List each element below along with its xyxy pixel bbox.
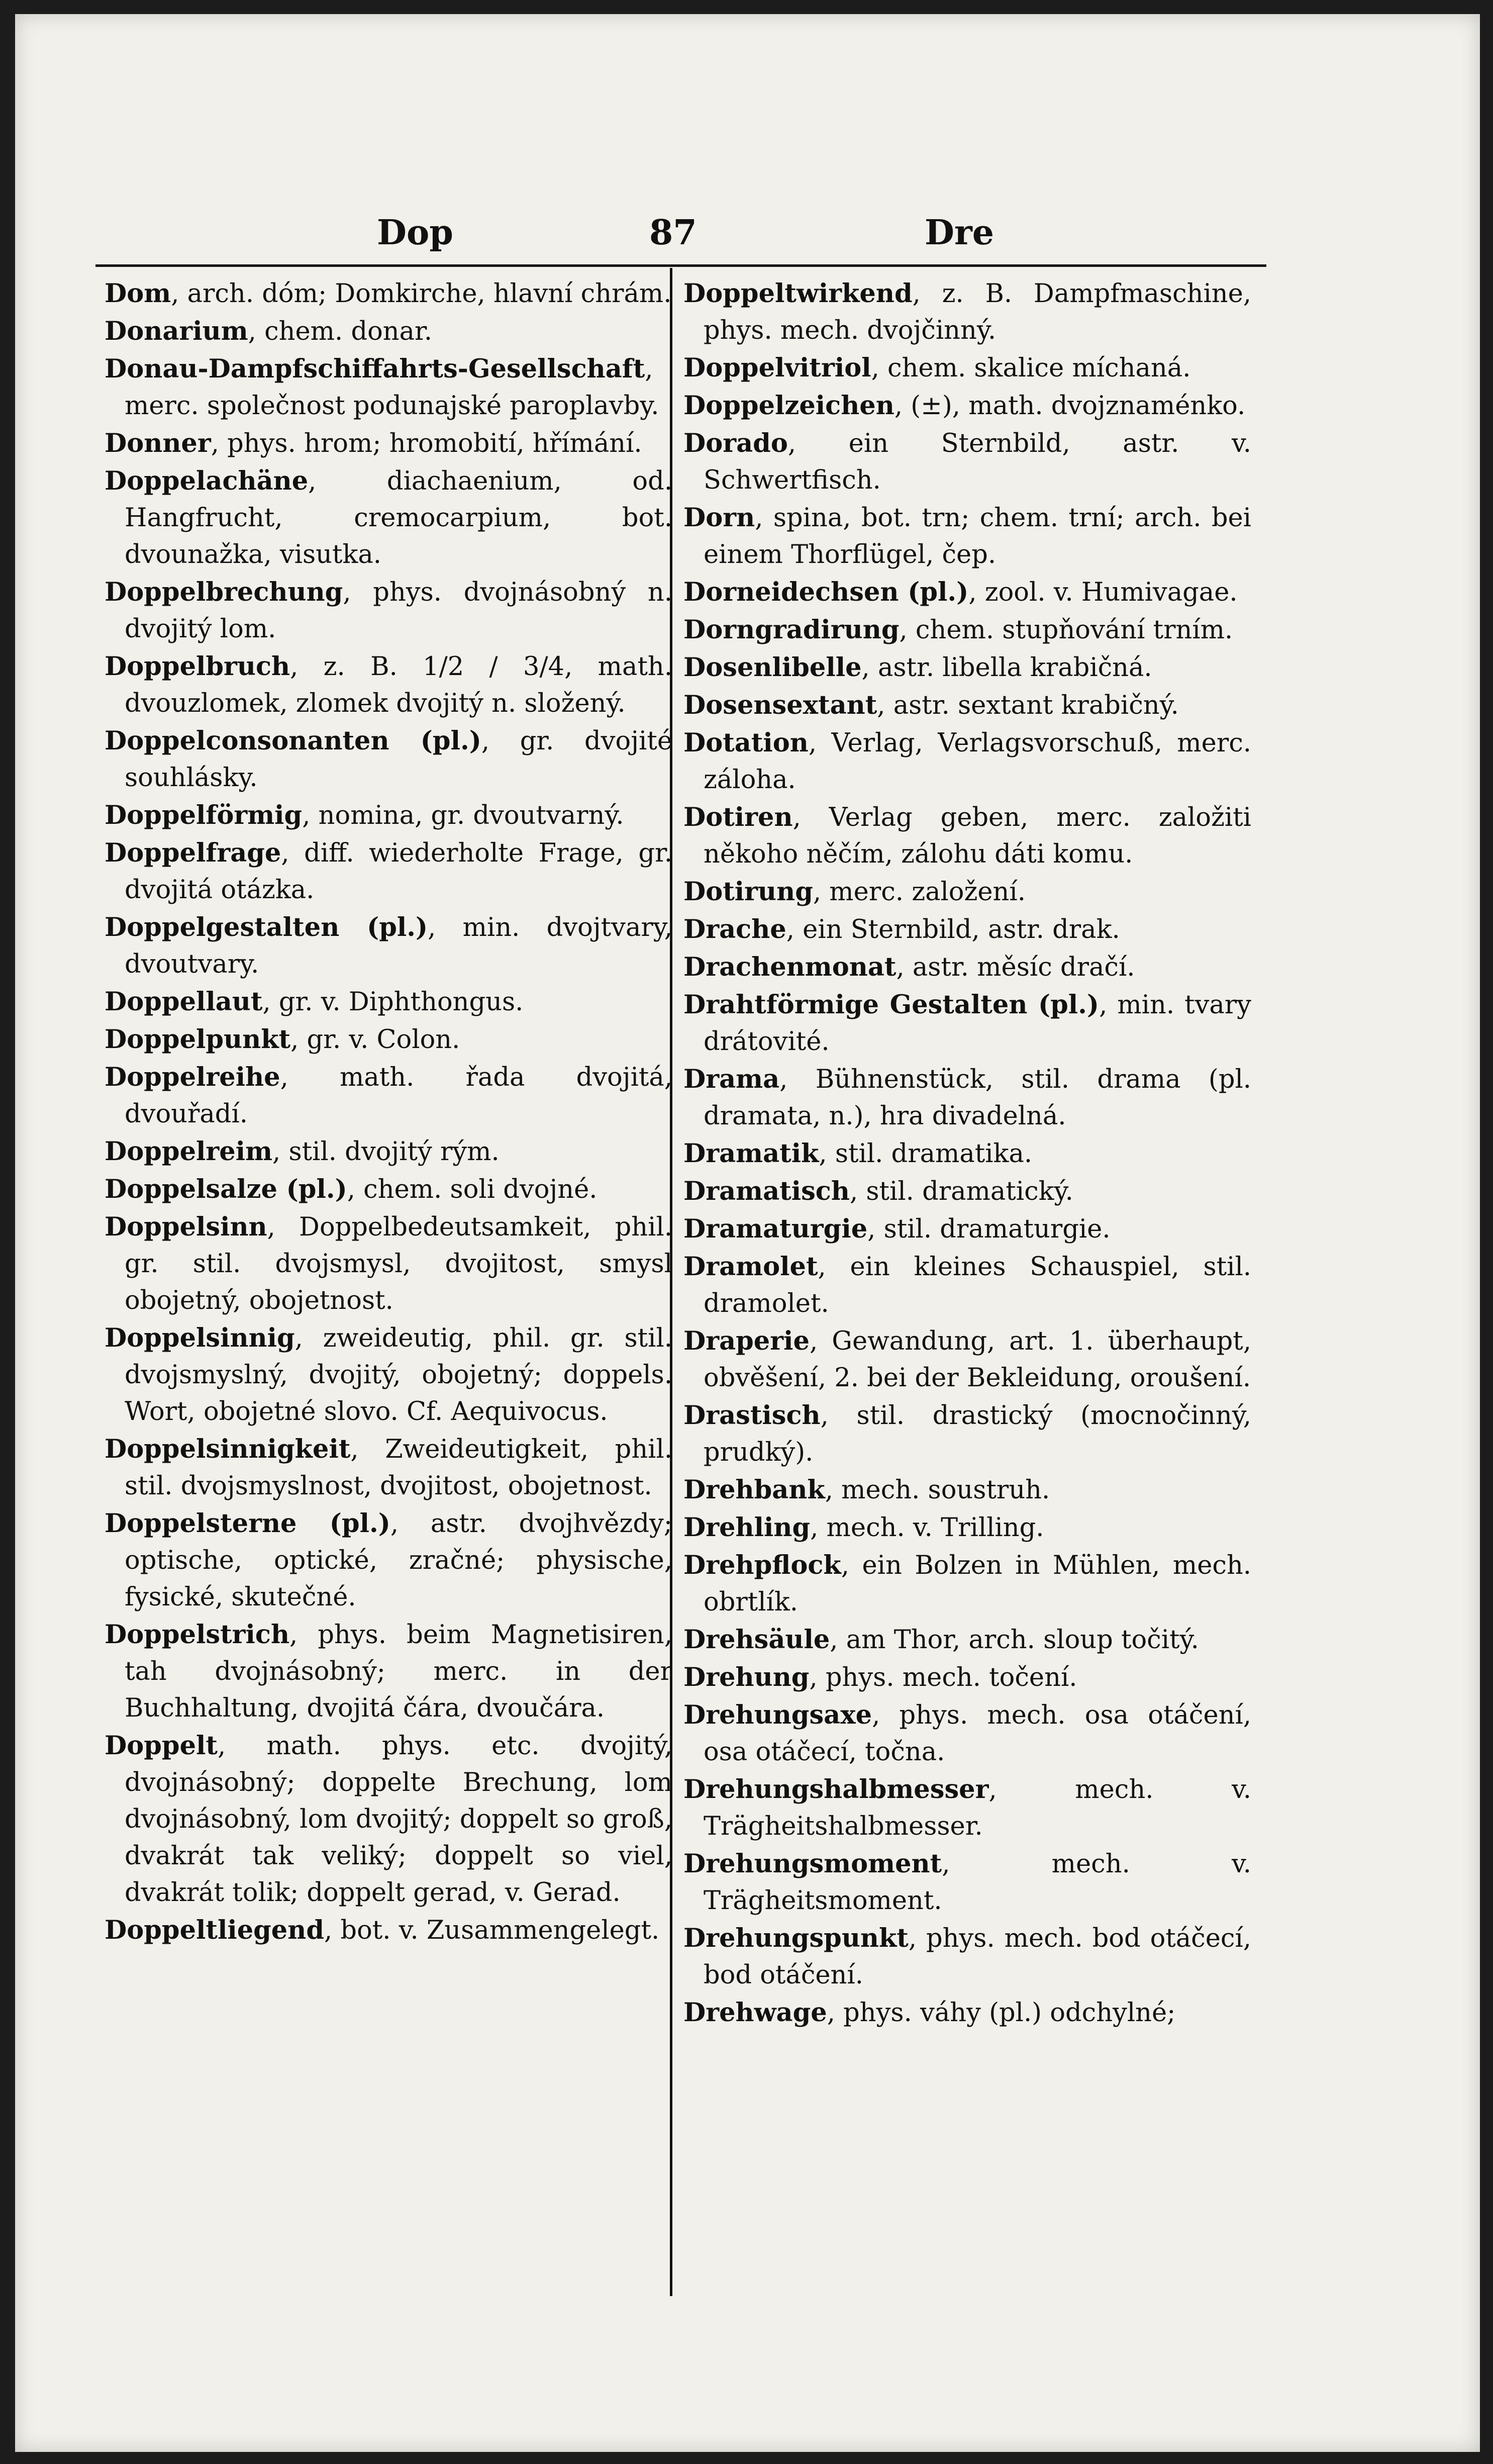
dictionary-entry: Drehung, phys. mech. točení. (683, 1662, 1077, 1692)
dictionary-entry: Drache, ein Sternbild, astr. drak. (683, 914, 1120, 944)
headword: Doppelförmig (105, 800, 303, 830)
dictionary-entry: Doppelsterne (pl.), astr. dvojhvězdy; optische, optické, zračné; physische, fysické, skutečné. (105, 1508, 672, 1612)
dictionary-entry: Donarium, chem. donar. (105, 316, 433, 346)
dictionary-entry: Dorn, spina, bot. trn; chem. trní; arch. bei einem Thorflügel, čep. (683, 503, 1251, 570)
headword: Doppelreihe (105, 1062, 280, 1092)
headword: Doppellaut (105, 987, 263, 1017)
headword: Drehungsmoment (683, 1849, 942, 1879)
headword: Doppelstrich (105, 1620, 290, 1650)
dictionary-entry: Dotiren, Verlag geben, merc. založiti někoho něčím, zálohu dáti komu. (683, 802, 1251, 869)
dictionary-entry: Doppelreihe, math. řada dvojitá, dvouřadí. (105, 1062, 672, 1129)
dictionary-entry: Doppelpunkt, gr. v. Colon. (105, 1024, 460, 1055)
headword: Doppelsinn (105, 1212, 267, 1242)
dictionary-entry: Dramolet, ein kleines Schauspiel, stil. dramolet. (683, 1252, 1251, 1318)
headword: Doppelpunkt (105, 1024, 291, 1055)
dictionary-entry: Dorngradirung, chem. stupňování trním. (683, 615, 1233, 645)
dictionary-entry: Doppeltwirkend, z. B. Dampfmaschine, phys. mech. dvojčinný. (683, 278, 1251, 345)
headword: Drehungspunkt (683, 1923, 909, 1953)
dictionary-entry: Doppelconsonanten (pl.), gr. dvojité souhlásky. (105, 726, 672, 793)
headword: Dorneidechsen (pl.) (683, 577, 969, 607)
headword: Dorado (683, 428, 788, 458)
headword: Doppelsinnigkeit (105, 1434, 351, 1464)
dictionary-entry: Doppelbrechung, phys. dvojnásobný n. dvojitý lom. (105, 577, 672, 644)
headword: Dramaturgie (683, 1214, 868, 1244)
dictionary-entry: Dramatik, stil. dramatika. (683, 1139, 1033, 1169)
headword: Doppelreim (105, 1136, 273, 1167)
dictionary-entry: Doppelbruch, z. B. 1/2 / 3/4, math. dvouzlomek, zlomek dvojitý n. složený. (105, 651, 672, 718)
dictionary-entry: Doppellaut, gr. v. Diphthongus. (105, 987, 524, 1017)
headword: Drahtförmige Gestalten (pl.) (683, 990, 1100, 1020)
dictionary-entry: Doppeltliegend, bot. v. Zusammengelegt. (105, 1915, 660, 1945)
headword: Doppelbruch (105, 651, 290, 682)
headword: Donner (105, 428, 211, 458)
headword: Doppelfrage (105, 838, 281, 868)
headword: Donarium (105, 316, 248, 346)
dictionary-entry: Drehungsmoment, mech. v. Trägheitsmoment. (683, 1849, 1251, 1916)
dictionary-entry: Doppelsinn, Doppelbedeutsamkeit, phil. gr. stil. dvojsmysl, dvojitost, smysl obojetný, obojetnost. (105, 1212, 672, 1315)
headword: Dotiren (683, 802, 793, 832)
headword: Drehung (683, 1662, 810, 1692)
page-number: 87 (649, 213, 697, 253)
headword: Dotirung (683, 877, 813, 907)
dictionary-entry: Drehungspunkt, phys. mech. bod otáčecí, bod otáčení. (683, 1923, 1251, 1990)
headword: Dorn (683, 503, 755, 533)
header-left-word: Dop (377, 213, 453, 253)
dictionary-entry: Doppelzeichen, (±), math. dvojznaménko. (683, 391, 1246, 421)
dictionary-entry: Dramaturgie, stil. dramaturgie. (683, 1214, 1111, 1244)
right-column (683, 275, 1251, 2032)
dictionary-entry: Drehbank, mech. soustruh. (683, 1475, 1050, 1505)
dictionary-entry: Doppelgestalten (pl.), min. dvojtvary, dvoutvary. (105, 912, 672, 979)
dictionary-entry: Drehpflock, ein Bolzen in Mühlen, mech. obrtlík. (683, 1550, 1251, 1617)
headword: Drache (683, 914, 786, 944)
dictionary-entry: Donner, phys. hrom; hromobití, hřímání. (105, 428, 642, 458)
headword: Dosensextant (683, 690, 877, 720)
dictionary-entry: Doppelförmig, nomina, gr. dvoutvarný. (105, 800, 624, 830)
dictionary-entry: Dosenlibelle, astr. libella krabičná. (683, 652, 1152, 683)
headword: Doppeltwirkend (683, 278, 913, 309)
header-rule (95, 264, 1266, 267)
headword: Doppelsalze (pl.) (105, 1174, 347, 1204)
headword: Drehsäule (683, 1625, 830, 1655)
dictionary-entry: Doppelsalze (pl.), chem. soli dvojné. (105, 1174, 598, 1204)
dictionary-entry: Doppelsinnigkeit, Zweideutigkeit, phil. stil. dvojsmyslnost, dvojitost, obojetnost. (105, 1434, 672, 1501)
headword: Doppelt (105, 1731, 218, 1761)
dictionary-entry: Drehling, mech. v. Trilling. (683, 1512, 1044, 1543)
headword: Doppelzeichen (683, 391, 894, 421)
dictionary-entry: Drehwage, phys. váhy (pl.) odchylné; (683, 1998, 1176, 2028)
headword: Drama (683, 1064, 780, 1094)
dictionary-entry: Drehungsaxe, phys. mech. osa otáčení, osa otáčecí, točna. (683, 1700, 1251, 1767)
headword: Doppelsinnig (105, 1323, 295, 1353)
headword: Dom (105, 278, 171, 309)
headword: Donau-Dampfschiffahrts-Gesellschaft (105, 354, 645, 384)
dictionary-entry: Dotation, Verlag, Verlagsvorschuß, merc. záloha. (683, 728, 1251, 795)
headword: Dorngradirung (683, 615, 900, 645)
headword: Drehbank (683, 1475, 825, 1505)
book-page (15, 14, 1480, 2452)
header-right-word: Dre (925, 213, 994, 253)
dictionary-entry: Dramatisch, stil. dramatický. (683, 1176, 1073, 1206)
dictionary-entry: Draperie, Gewandung, art. 1. überhaupt, obvěšení, 2. bei der Bekleidung, oroušení. (683, 1326, 1251, 1393)
headword: Doppelvitriol (683, 353, 871, 383)
dictionary-entry: Doppelsinnig, zweideutig, phil. gr. stil. dvojsmyslný, dvojitý, obojetný; doppels. Wort, obojetné slovo. Cf. Aequivocus. (105, 1323, 672, 1427)
headword: Dotation (683, 728, 809, 758)
dictionary-entry: Dotirung, merc. založení. (683, 877, 1026, 907)
dictionary-entry: Doppelreim, stil. dvojitý rým. (105, 1136, 500, 1167)
headword: Draperie (683, 1326, 810, 1356)
dictionary-entry: Doppelfrage, diff. wiederholte Frage, gr. dvojitá otázka. (105, 838, 672, 905)
dictionary-entry: Drahtförmige Gestalten (pl.), min. tvary drátovité. (683, 990, 1251, 1057)
dictionary-entry: Dom, arch. dóm; Domkirche, hlavní chrám. (105, 278, 672, 309)
headword: Drehungshalbmesser (683, 1774, 989, 1805)
headword: Doppelachäne (105, 466, 309, 496)
headword: Drachenmonat (683, 952, 897, 982)
dictionary-entry: Drehsäule, am Thor, arch. sloup točitý. (683, 1625, 1199, 1655)
headword: Drehling (683, 1512, 811, 1543)
dictionary-entry: Doppelt, math. phys. etc. dvojitý, dvojnásobný; doppelte Brechung, lom dvojnásobný, lom dvojitý; doppelt so groß, dvakrát tak veliký; doppelt so viel, dvakrát tolik; doppelt gerad, v. Gerad. (105, 1731, 672, 1908)
headword: Doppelsterne (pl.) (105, 1508, 390, 1539)
headword: Drehwage (683, 1998, 827, 2028)
dictionary-entry: Dorado, ein Sternbild, astr. v. Schwertfisch. (683, 428, 1251, 495)
dictionary-entry: Drastisch, stil. drastický (mocnočinný, prudký). (683, 1400, 1251, 1467)
headword: Doppeltliegend (105, 1915, 324, 1945)
dictionary-entry: Dorneidechsen (pl.), zool. v. Humivagae. (683, 577, 1238, 607)
headword: Doppelconsonanten (pl.) (105, 726, 481, 756)
dictionary-entry: Drachenmonat, astr. měsíc dračí. (683, 952, 1135, 982)
headword: Doppelgestalten (pl.) (105, 912, 428, 942)
headword: Dramolet (683, 1252, 818, 1282)
headword: Dosenlibelle (683, 652, 862, 683)
headword: Drehpflock (683, 1550, 841, 1580)
headword: Dramatik (683, 1139, 819, 1169)
dictionary-entry: Dosensextant, astr. sextant krabičný. (683, 690, 1179, 720)
headword: Dramatisch (683, 1176, 850, 1206)
left-column (105, 275, 672, 1950)
dictionary-entry: Doppelvitriol, chem. skalice míchaná. (683, 353, 1191, 383)
dictionary-entry: Drama, Bühnenstück, stil. drama (pl. dramata, n.), hra divadelná. (683, 1064, 1251, 1131)
dictionary-entry: Doppelstrich, phys. beim Magnetisiren, tah dvojnásobný; merc. in der Buchhaltung, dvojitá čára, dvoučára. (105, 1620, 672, 1723)
headword: Doppelbrechung (105, 577, 343, 607)
dictionary-entry: Drehungshalbmesser, mech. v. Trägheitshalbmesser. (683, 1774, 1251, 1841)
headword: Drehungsaxe (683, 1700, 872, 1730)
dictionary-entry: Doppelachäne, diachaenium, od. Hangfrucht, cremocarpium, bot. dvounažka, visutka. (105, 466, 672, 570)
dictionary-entry: Donau-Dampfschiffahrts-Gesellschaft, merc. společnost podunajské paroplavby. (105, 354, 659, 421)
headword: Drastisch (683, 1400, 821, 1431)
